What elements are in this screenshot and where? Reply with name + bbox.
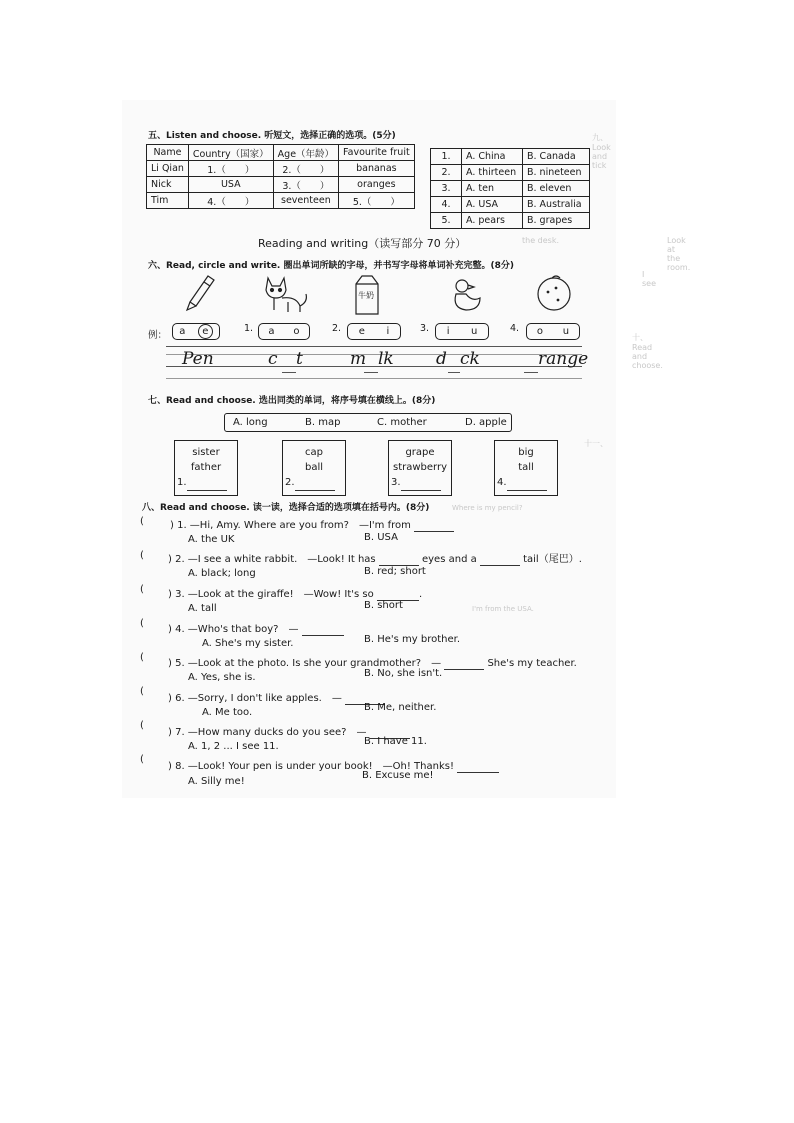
milk-label: 牛奶 — [358, 291, 374, 300]
option-b: B. Canada — [523, 149, 590, 165]
answer-paren[interactable]: ( — [140, 754, 144, 765]
section-5-title: 五、Listen and choose. 听短文，选择正确的选项。(5分) — [148, 131, 396, 141]
example-word: Pen — [182, 349, 214, 369]
choice: B. map — [305, 417, 341, 428]
example-label: 例： — [148, 330, 168, 341]
answer-paren[interactable]: ( — [140, 618, 144, 629]
question-text: ) 8. —Look! Your pen is under your book! —Oh! Thanks! — [168, 761, 458, 772]
written-letter[interactable]: c — [268, 349, 278, 369]
question-text: ) 5. —Look at the photo. Is she your grandmother? — — [168, 658, 445, 669]
option-num: 2. — [431, 165, 462, 181]
question-text: . — [418, 589, 423, 600]
answer-cell[interactable]: 3.（ ） — [273, 177, 338, 193]
answer-blank[interactable] — [457, 761, 499, 773]
option-b: B. Australia — [523, 197, 590, 213]
section-8-title: 八、Read and choose. 读一读，选择合适的选项填在括号内。(8分) — [142, 503, 430, 513]
group-word: cap — [305, 447, 323, 458]
letter-pill-1[interactable] — [258, 323, 310, 340]
group-word: strawberry — [392, 462, 447, 473]
option-a[interactable]: A. tall — [188, 603, 217, 614]
word-group-4 — [494, 440, 558, 496]
question-1 — [170, 516, 454, 532]
letter-option[interactable]: u — [562, 326, 570, 337]
answer-paren[interactable]: ( — [140, 584, 144, 595]
table-header: Name — [147, 145, 189, 161]
answer-blank[interactable] — [444, 658, 484, 670]
example-letter-pill — [172, 323, 220, 340]
table-header: Favourite fruit — [339, 145, 415, 161]
group-number: 3. — [391, 477, 401, 488]
bleed-text: I see — [642, 270, 657, 288]
option-b[interactable]: B. I have 11. — [364, 736, 427, 747]
answer-paren[interactable]: ( — [140, 550, 144, 561]
question-text: ) 6. —Sorry, I don't like apples. — — [168, 693, 346, 704]
option-a[interactable]: A. She's my sister. — [202, 638, 294, 649]
word-group-1 — [174, 440, 238, 496]
letter-option[interactable]: a — [268, 326, 275, 337]
options-table — [430, 148, 590, 229]
choice: C. mother — [377, 417, 427, 428]
answer-cell[interactable]: 4.（ ） — [188, 193, 273, 209]
bleed-text: 十一、 — [584, 439, 608, 448]
group-word: sister — [192, 447, 220, 458]
question-3 — [168, 585, 422, 601]
answer-cell[interactable]: 2.（ ） — [273, 161, 338, 177]
letter-option[interactable]: u — [470, 326, 478, 337]
word-group-3 — [388, 440, 452, 496]
letter-pill-4[interactable] — [526, 323, 580, 340]
group-word: tall — [518, 462, 534, 473]
option-num: 4. — [431, 197, 462, 213]
answer-blank[interactable] — [295, 475, 335, 491]
group-word: father — [190, 462, 222, 473]
option-b[interactable]: B. Me, neither. — [364, 702, 437, 713]
question-2 — [168, 550, 582, 566]
orange-icon — [534, 272, 574, 314]
table-cell: Tim — [147, 193, 189, 209]
option-b[interactable]: B. short — [364, 600, 403, 611]
letter-option[interactable]: e — [358, 326, 365, 337]
table-cell: Nick — [147, 177, 189, 193]
written-letter[interactable]: t — [296, 349, 303, 369]
option-a[interactable]: A. the UK — [188, 534, 235, 545]
group-word: big — [518, 447, 534, 458]
answer-blank[interactable] — [507, 475, 547, 491]
answer-blank[interactable] — [302, 624, 344, 636]
option-b[interactable]: B. red; short — [364, 566, 426, 577]
choice: D. apple — [465, 417, 507, 428]
item-number: 2. — [332, 323, 342, 334]
option-b[interactable]: B. No, she isn't. — [364, 668, 443, 679]
bleed-text: Look at the room. — [667, 236, 691, 272]
table-header: Age（年龄） — [273, 145, 338, 161]
table-cell: oranges — [339, 177, 415, 193]
question-4 — [168, 620, 344, 636]
option-b[interactable]: B. USA — [364, 532, 398, 543]
letter-option[interactable]: o — [293, 326, 300, 337]
question-text: ) 1. —Hi, Amy. Where are you from? —I'm from — [170, 520, 415, 531]
circled-letter: e — [198, 324, 213, 339]
bleed-text: Where is my pencil? — [452, 504, 523, 512]
section-7-title: 七、Read and choose. 选出同类的单词，将序号填在横线上。(8分) — [148, 396, 436, 406]
question-text: eyes and a — [418, 554, 480, 565]
option-a: A. USA — [462, 197, 523, 213]
answer-paren[interactable]: ( — [140, 652, 144, 663]
question-text: ) 2. —I see a white rabbit. —Look! It has — [168, 554, 379, 565]
duck-icon — [448, 276, 486, 314]
pen-icon — [180, 272, 220, 314]
group-number: 1. — [177, 477, 187, 488]
table-header: Country（国家） — [188, 145, 273, 161]
choice: A. long — [233, 417, 268, 428]
option-a[interactable]: A. black; long — [188, 568, 256, 579]
group-number: 2. — [285, 477, 295, 488]
option-b: B. nineteen — [523, 165, 590, 181]
bleed-text: 十、Read and choose. — [632, 333, 663, 370]
letter-option[interactable]: o — [536, 326, 543, 337]
written-letter[interactable]: d — [436, 349, 447, 369]
written-letter[interactable]: ck — [460, 349, 480, 369]
group-number: 4. — [497, 477, 507, 488]
answer-cell[interactable]: 5.（ ） — [339, 193, 415, 209]
question-8 — [168, 757, 499, 773]
answer-paren[interactable]: ( — [140, 516, 144, 527]
question-text: tail（尾巴）. — [519, 554, 582, 565]
milk-carton-icon — [350, 272, 384, 316]
option-b: B. grapes — [523, 213, 590, 229]
bleed-text: 九、Look and tick — [592, 133, 611, 170]
option-a: A. pears — [462, 213, 523, 229]
letter-pill-3[interactable] — [435, 323, 489, 340]
item-number: 3. — [420, 323, 430, 334]
choice-box — [224, 413, 512, 432]
question-text: She's my teacher. — [484, 658, 577, 669]
table-cell: Li Qian — [147, 161, 189, 177]
option-b: B. eleven — [523, 181, 590, 197]
question-text: ) 3. —Look at the giraffe! —Wow! It's so — [168, 589, 377, 600]
item-number: 1. — [244, 323, 254, 334]
option-num: 5. — [431, 213, 462, 229]
word-group-2 — [282, 440, 346, 496]
option-a: A. ten — [462, 181, 523, 197]
table-cell: USA — [188, 177, 273, 193]
answer-paren[interactable]: ( — [140, 686, 144, 697]
option-a: A. China — [462, 149, 523, 165]
option-b[interactable]: B. Excuse me! — [362, 770, 434, 781]
table-cell: seventeen — [273, 193, 338, 209]
option-a[interactable]: A. 1, 2 ... I see 11. — [188, 741, 279, 752]
option-a[interactable]: A. Silly me! — [188, 776, 245, 787]
letter: a — [179, 326, 186, 337]
answer-blank[interactable] — [187, 475, 227, 491]
letter-option[interactable]: i — [386, 326, 390, 337]
written-letter[interactable]: range — [538, 349, 589, 369]
item-number: 4. — [510, 323, 520, 334]
group-word: ball — [304, 462, 324, 473]
question-6 — [168, 689, 385, 705]
option-num: 3. — [431, 181, 462, 197]
written-letter[interactable]: m — [350, 349, 367, 369]
option-a[interactable]: A. Yes, she is. — [188, 672, 256, 683]
exam-sheet — [122, 100, 691, 798]
option-b[interactable]: B. He's my brother. — [364, 634, 461, 645]
table-cell: bananas — [339, 161, 415, 177]
answer-blank[interactable] — [414, 520, 454, 532]
option-num: 1. — [431, 149, 462, 165]
cat-icon — [260, 272, 312, 314]
answer-cell[interactable]: 1.（ ） — [188, 161, 273, 177]
info-table — [146, 144, 415, 209]
written-letter[interactable]: lk — [378, 349, 394, 369]
group-word: grape — [405, 447, 435, 458]
bleed-text: I'm from the USA. — [472, 605, 534, 613]
answer-paren[interactable]: ( — [140, 720, 144, 731]
bleed-text: the desk. — [522, 236, 560, 245]
section-6-title: 六、Read, circle and write. 圈出单词所缺的字母，并书写字母将单词补充完整。(8分) — [148, 261, 514, 271]
letter-pill-2[interactable] — [347, 323, 401, 340]
answer-blank[interactable] — [401, 475, 441, 491]
part-title: Reading and writing（读写部分 70 分） — [258, 237, 467, 250]
question-text: ) 7. —How many ducks do you see? — — [168, 727, 370, 738]
answer-blank[interactable] — [480, 554, 520, 566]
question-text: ) 4. —Who's that boy? — — [168, 624, 302, 635]
option-a: A. thirteen — [462, 165, 523, 181]
answer-blank[interactable] — [379, 554, 419, 566]
option-a[interactable]: A. Me too. — [202, 707, 253, 718]
letter-option[interactable]: i — [446, 326, 450, 337]
